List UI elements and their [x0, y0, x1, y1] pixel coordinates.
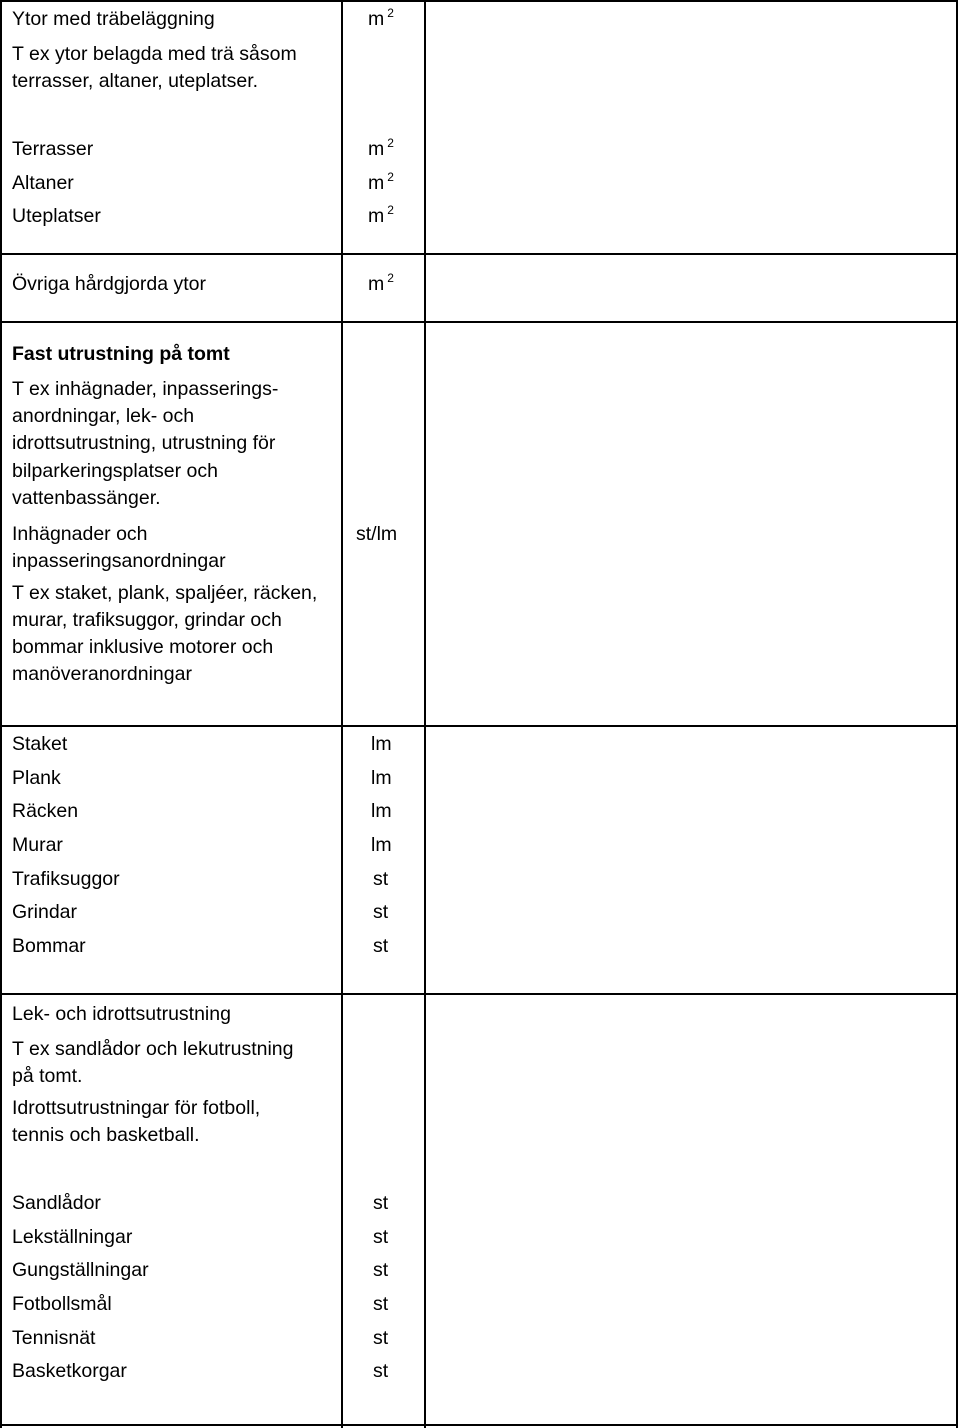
wood-item-label: Terrasser — [12, 138, 94, 160]
play-description-line-1: T ex sandlådor och lekutrustning — [12, 1038, 294, 1060]
unit-other: m $^2$ — [368, 271, 394, 295]
fences-description-line-4: manöveranordningar — [12, 663, 192, 685]
wood-description-line-1: T ex ytor belagda med trä såsom — [12, 43, 297, 65]
unit-fences: st/lm — [356, 523, 398, 545]
grid-line-top — [0, 0, 958, 2]
fences-item-unit: lm — [371, 834, 392, 856]
play-item-unit: st — [373, 1327, 389, 1349]
grid-line-row1 — [0, 253, 958, 255]
fences-description-line-3: bommar inklusive motorer och — [12, 636, 274, 658]
play-item-label: Gungställningar — [12, 1259, 149, 1281]
section-title-fixed: Fast utrustning på tomt — [12, 343, 230, 365]
grid-line-left — [0, 0, 2, 1428]
fixed-description-line-2: anordningar, lek- och — [12, 405, 195, 427]
wood-item-label: Uteplatser — [12, 205, 101, 227]
section-title-play: Lek- och idrottsutrustning — [12, 1003, 231, 1025]
fences-item-label: Staket — [12, 733, 68, 755]
fences-item-label: Trafiksuggor — [12, 868, 120, 890]
play-item-label: Basketkorgar — [12, 1360, 127, 1382]
wood-item-unit: m $^2$ — [368, 203, 394, 227]
play-description-line-2: på tomt. — [12, 1065, 83, 1087]
fences-item-unit: lm — [371, 733, 392, 755]
grid-line-row3 — [0, 725, 958, 727]
fixed-description-line-4: bilparkeringsplatser och — [12, 460, 218, 482]
fences-title-line-2: inpasseringsanordningar — [12, 550, 226, 572]
fences-item-unit: lm — [371, 767, 392, 789]
wood-item-label: Altaner — [12, 172, 74, 194]
section-title-other: Övriga hårdgjorda ytor — [12, 273, 207, 295]
fences-item-label: Plank — [12, 767, 61, 789]
grid-line-right — [956, 0, 958, 1428]
play-item-unit: st — [373, 1293, 389, 1315]
wood-item-unit: m $^2$ — [368, 170, 394, 194]
play-item-label: Fotbollsmål — [12, 1293, 112, 1315]
fences-description-line-1: T ex staket, plank, spaljéer, räcken, — [12, 582, 318, 604]
fences-item-label: Grindar — [12, 901, 78, 923]
grid-line-col1 — [341, 0, 343, 1428]
fences-item-unit: st — [373, 868, 389, 890]
wood-description-line-2: terrasser, altaner, uteplatser. — [12, 70, 259, 92]
play-item-unit: st — [373, 1226, 389, 1248]
grid-line-bottom — [0, 1424, 958, 1426]
fences-title-line-1: Inhägnader och — [12, 523, 148, 545]
play-item-unit: st — [373, 1360, 389, 1382]
fences-item-unit: st — [373, 935, 389, 957]
grid-line-col2 — [424, 0, 426, 1428]
play-description-line-3: Idrottsutrustningar för fotboll, — [12, 1097, 261, 1119]
fences-item-label: Räcken — [12, 800, 79, 822]
fences-item-label: Bommar — [12, 935, 86, 957]
fences-item-label: Murar — [12, 834, 63, 856]
fixed-description-line-5: vattenbassänger. — [12, 487, 161, 509]
fences-item-unit: lm — [371, 800, 392, 822]
fences-description-line-2: murar, trafiksuggor, grindar och — [12, 609, 282, 631]
play-item-unit: st — [373, 1192, 389, 1214]
wood-item-unit: m $^2$ — [368, 136, 394, 160]
fences-item-unit: st — [373, 901, 389, 923]
unit-wood: m $^2$ — [368, 6, 394, 30]
section-title-wood: Ytor med träbeläggning — [12, 8, 215, 30]
play-item-label: Lekställningar — [12, 1226, 133, 1248]
fixed-description-line-1: T ex inhägnader, inpasserings- — [12, 378, 279, 400]
play-item-label: Sandlådor — [12, 1192, 101, 1214]
play-description-line-4: tennis och basketball. — [12, 1124, 200, 1146]
fixed-description-line-3: idrottsutrustning, utrustning för — [12, 432, 276, 454]
play-item-unit: st — [373, 1259, 389, 1281]
play-item-label: Tennisnät — [12, 1327, 96, 1349]
grid-line-row2 — [0, 321, 958, 323]
grid-line-row4 — [0, 993, 958, 995]
